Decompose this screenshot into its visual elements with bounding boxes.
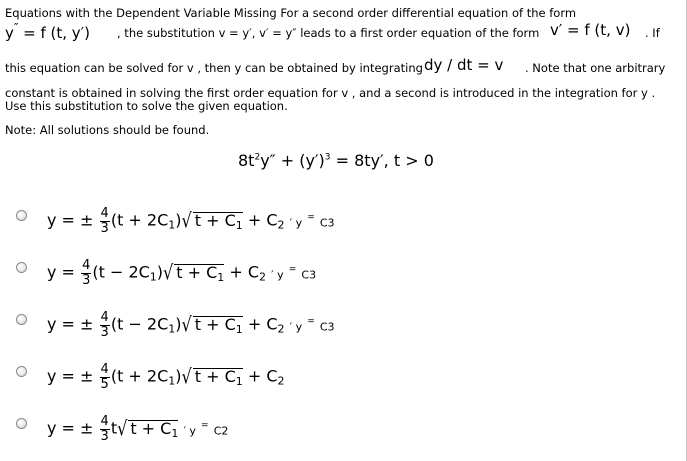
opt1-body: (t + 2C — [110, 210, 169, 230]
opt1-close: ) — [175, 210, 182, 230]
answer-option-4-radio[interactable] — [16, 366, 27, 377]
answer-option-5-radio[interactable] — [16, 418, 27, 429]
opt5-c2: C2 — [213, 424, 229, 438]
opt5-den: 3 — [100, 428, 109, 444]
opt1-sub1: 1 — [168, 218, 176, 232]
opt2-num: 4 — [82, 258, 91, 273]
opt3-radicand — [193, 316, 243, 335]
opt3-prefix: y = ± — [47, 314, 94, 334]
opt4-radical-icon: √ — [181, 364, 192, 388]
opt4-body: (t + 2C — [110, 366, 169, 386]
opt1-radicand — [193, 212, 243, 231]
opt5-rad: t + C — [130, 418, 172, 438]
opt4-tailsub: 2 — [277, 374, 285, 388]
opt4-close: ) — [175, 366, 182, 386]
opt3-num: 4 — [100, 310, 109, 325]
opt1-den: 3 — [100, 220, 109, 236]
opt2-sub1: 1 — [149, 270, 157, 284]
opt4-prefix: y = ± — [47, 366, 94, 386]
answer-option-1 — [47, 207, 335, 235]
opt2-rad: t + C — [176, 262, 218, 282]
opt2-body: (t − 2C — [92, 262, 150, 282]
answer-option-2 — [47, 259, 316, 287]
opt2-fraction — [81, 259, 91, 287]
opt4-radicand — [193, 368, 243, 387]
intro-equation-2: v′ = f (t, v) — [550, 21, 631, 39]
opt1-fraction — [100, 207, 110, 235]
opt2-tailsub: 2 — [259, 270, 267, 284]
answer-option-3 — [47, 311, 335, 339]
opt4-rad: t + C — [194, 366, 236, 386]
answer-option-2-radio[interactable] — [16, 262, 27, 273]
opt4-tail: + C — [247, 366, 278, 386]
opt3-close: ) — [175, 314, 182, 334]
eq1-primes: ″ — [13, 21, 19, 35]
answer-option-3-radio[interactable] — [16, 314, 27, 325]
given-eq-sup-3: 3 — [324, 152, 331, 163]
intro-equation-3: dy / dt = v — [424, 56, 504, 74]
opt5-radical-icon: √ — [117, 416, 128, 440]
eq1-lhs: y — [5, 24, 14, 42]
opt3-rad: t + C — [194, 314, 236, 334]
opt3-tail: + C — [247, 314, 278, 334]
opt5-fraction — [100, 415, 110, 443]
intro-line-2-end: . If — [645, 26, 660, 40]
opt1-extra: ′ y — [289, 216, 303, 230]
answer-option-1-radio[interactable] — [16, 210, 27, 221]
opt3-radsub: 1 — [235, 322, 243, 336]
intro-line-3-end: . Note that one arbitrary — [525, 61, 666, 75]
given-eq-sup-2: 2 — [254, 152, 261, 163]
opt3-eq: = — [307, 316, 315, 327]
opt4-den: 5 — [100, 376, 109, 392]
answer-option-5 — [47, 415, 228, 443]
opt5-body: t — [110, 418, 118, 438]
opt2-c3: C3 — [301, 268, 317, 282]
given-eq-part-a: 8t — [238, 151, 255, 170]
opt3-radical-icon: √ — [181, 312, 192, 336]
opt5-num: 4 — [100, 414, 109, 429]
opt3-body: (t − 2C — [110, 314, 169, 334]
intro-line-3-start: this equation can be solved for v , then y can be obtained by integrating — [5, 61, 423, 75]
given-eq-part-c: = 8ty′, t > 0 — [335, 151, 434, 170]
opt2-close: ) — [156, 262, 164, 282]
opt5-radicand — [128, 420, 178, 439]
intro-note: Note: All solutions should be found. — [5, 123, 210, 137]
opt1-radical-icon: √ — [181, 208, 192, 232]
opt2-eq: = — [288, 264, 297, 275]
opt1-tailsub: 2 — [277, 218, 285, 232]
opt1-radsub: 1 — [235, 218, 243, 232]
opt4-sub1: 1 — [168, 374, 176, 388]
opt2-extra: ′ y — [271, 268, 284, 282]
opt1-rad: t + C — [194, 210, 236, 230]
opt2-prefix: y = — [47, 262, 75, 282]
opt5-eq: = — [201, 420, 209, 431]
opt1-eq: = — [307, 212, 315, 223]
opt1-c3: C3 — [319, 216, 335, 230]
opt3-extra: ′ y — [289, 320, 303, 334]
opt2-radical-icon: √ — [163, 260, 174, 284]
opt5-prefix: y = ± — [47, 418, 94, 438]
opt1-prefix: y = ± — [47, 210, 94, 230]
given-eq-part-b: y″ + (y′) — [260, 151, 325, 170]
opt3-den: 3 — [100, 324, 109, 340]
opt3-tailsub: 2 — [277, 322, 285, 336]
opt2-radicand — [174, 264, 224, 283]
opt4-num: 4 — [100, 362, 109, 377]
given-equation — [238, 153, 434, 169]
opt5-radsub: 1 — [171, 426, 179, 440]
intro-line-4: constant is obtained in solving the first order equation for v , and a second is introduced in the integration for y . — [5, 86, 656, 100]
intro-line-5: Use this substitution to solve the given equation. — [5, 99, 288, 113]
opt3-sub1: 1 — [168, 322, 176, 336]
answer-option-4 — [47, 363, 285, 391]
opt2-den: 3 — [82, 272, 91, 288]
eq1-rest: = f (t, y′) — [23, 24, 90, 42]
opt2-tail: + C — [229, 262, 260, 282]
opt4-fraction — [100, 363, 110, 391]
opt2-radsub: 1 — [217, 270, 225, 284]
intro-line-2-mid: , the substitution v = y′, v′ = y″ leads to a first order equation of the form — [117, 26, 540, 40]
opt5-extra: ′ y — [183, 424, 196, 438]
opt4-radsub: 1 — [235, 374, 243, 388]
opt1-tail: + C — [247, 210, 278, 230]
opt1-num: 4 — [100, 206, 109, 221]
intro-line-1: Equations with the Dependent Variable Missing For a second order differential equation of the form — [5, 6, 577, 20]
intro-equation-1 — [5, 21, 90, 42]
opt3-fraction — [100, 311, 110, 339]
opt3-c3: C3 — [319, 320, 335, 334]
